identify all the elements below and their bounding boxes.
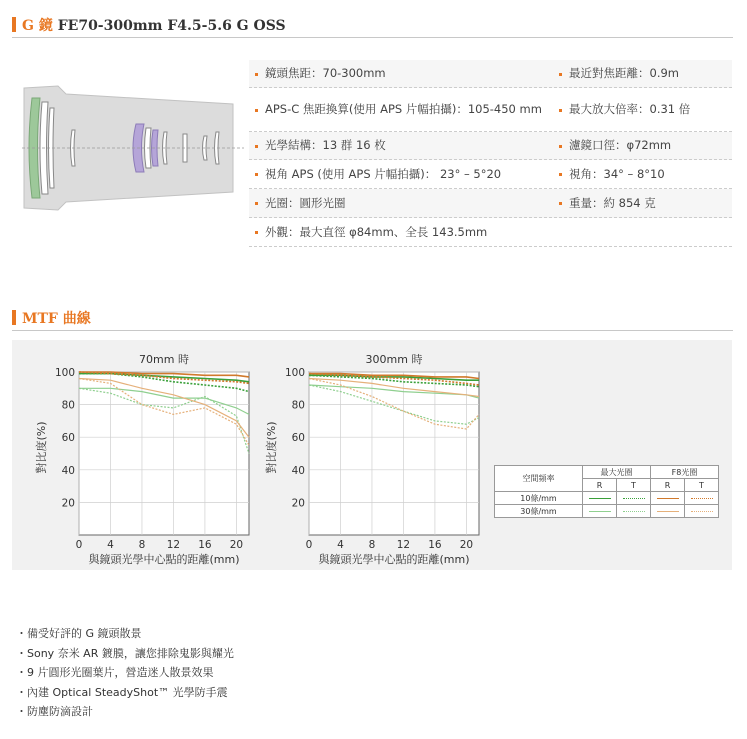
y-tick-label: 20 <box>291 497 305 510</box>
spec-optical-construction: 光學結構：13 群 16 枚 <box>249 132 553 159</box>
x-tick-label: 12 <box>166 539 181 551</box>
legend-swatch <box>651 492 685 505</box>
spec-dimensions: 外觀：最大直徑 φ84mm、全長 143.5mm <box>249 218 553 246</box>
mtf-charts <box>12 340 732 570</box>
legend-r-header: R <box>583 479 617 492</box>
x-tick-label: 20 <box>229 539 244 551</box>
lens-cross-section-image <box>18 78 248 218</box>
x-axis-label: 與鏡頭光學中心點的距離(mm) <box>318 553 470 566</box>
spec-angle-of-view-aps: 視角 APS (使用 APS 片幅拍攝)： 23° – 5°20 <box>249 160 553 188</box>
mtf-chart-70mm <box>34 352 249 566</box>
spec-row <box>249 189 732 218</box>
legend-swatch <box>651 505 685 518</box>
spec-apsc-equivalent: APS-C 焦距換算(使用 APS 片幅拍攝)：105-450 mm <box>249 88 553 131</box>
mtf-section-header <box>12 305 733 331</box>
mtf-panel <box>12 340 732 570</box>
chart-title: 70mm 時 <box>139 353 189 366</box>
mtf-section-title: MTF 曲線 <box>22 310 91 327</box>
spec-max-magnification: 最大放大倍率：0.31 倍 <box>553 88 732 131</box>
spec-row <box>249 132 732 160</box>
legend-swatch <box>583 492 617 505</box>
spec-angle-of-view: 視角：34° – 8°10 <box>553 160 732 188</box>
y-tick-label: 20 <box>61 497 75 510</box>
legend-swatch <box>617 492 651 505</box>
y-tick-label: 40 <box>61 464 75 477</box>
y-axis-label: 對比度(%) <box>265 421 278 474</box>
feature-item: ・ Sony 奈米 AR 鍍膜，讓您排除鬼影與耀光 <box>16 644 234 664</box>
y-tick-label: 80 <box>291 399 305 412</box>
x-tick-label: 0 <box>75 539 83 551</box>
section-marker-bar <box>12 17 16 32</box>
y-axis-label: 對比度(%) <box>35 421 48 474</box>
feature-item: ・ 備受好評的 G 鏡頭散景 <box>16 624 234 644</box>
feature-item: ・ 防塵防滴設計 <box>16 702 234 722</box>
legend-swatch <box>685 492 719 505</box>
y-tick-label: 60 <box>61 432 75 445</box>
spec-aperture: 光圈：圓形光圈 <box>249 189 553 217</box>
feature-item: ・ 內建 Optical SteadyShot™ 光學防手震 <box>16 683 234 703</box>
x-axis-label: 與鏡頭光學中心點的距離(mm) <box>88 553 240 566</box>
x-tick-label: 4 <box>337 539 344 551</box>
legend-swatch <box>583 505 617 518</box>
x-tick-label: 8 <box>368 539 376 551</box>
spec-empty-cell <box>553 218 732 246</box>
x-tick-label: 16 <box>428 539 442 551</box>
x-tick-label: 4 <box>107 539 114 551</box>
spec-row <box>249 60 732 88</box>
y-tick-label: 80 <box>61 399 75 412</box>
spec-weight: 重量：約 854 克 <box>553 189 732 217</box>
x-tick-label: 0 <box>305 539 313 551</box>
specs-section-header <box>12 12 733 38</box>
spec-focal-length: 鏡頭焦距：70-300mm <box>249 60 553 87</box>
legend-t-header: T <box>685 479 719 492</box>
legend-freq-30: 30條/mm <box>495 505 583 518</box>
spec-row <box>249 88 732 132</box>
legend-swatch <box>685 505 719 518</box>
x-tick-label: 20 <box>459 539 474 551</box>
section-marker-bar <box>12 310 16 325</box>
legend-max-aperture-header: 最大光圈 <box>583 466 651 479</box>
feature-list <box>16 624 234 722</box>
y-tick-label: 60 <box>291 432 305 445</box>
mtf-chart-300mm <box>264 352 479 566</box>
y-tick-label: 100 <box>54 367 75 379</box>
spec-min-focus-distance: 最近對焦距離：0.9m <box>553 60 732 87</box>
feature-item: ・ 9 片圓形光圈葉片，營造迷人散景效果 <box>16 663 234 683</box>
y-tick-label: 100 <box>284 367 305 379</box>
legend-t-header: T <box>617 479 651 492</box>
legend-swatch <box>617 505 651 518</box>
specs-section-title <box>22 15 286 35</box>
chart-title: 300mm 時 <box>365 353 423 366</box>
legend-r-header: R <box>651 479 685 492</box>
legend-spatial-frequency-label: 空間頻率 <box>495 466 583 492</box>
mtf-legend-table <box>494 465 719 518</box>
spec-table <box>249 60 732 247</box>
specs-title-model: FE70-300mm F4.5-5.6 G OSS <box>52 17 286 34</box>
specs-title-prefix: G 鏡 <box>22 17 53 34</box>
plot-area <box>309 372 479 535</box>
spec-filter-diameter: 濾鏡口徑：φ72mm <box>553 132 732 159</box>
legend-freq-10: 10條/mm <box>495 492 583 505</box>
spec-row <box>249 218 732 247</box>
x-tick-label: 16 <box>198 539 212 551</box>
x-tick-label: 12 <box>396 539 411 551</box>
legend-f8-aperture-header: F8光圈 <box>651 466 719 479</box>
x-tick-label: 8 <box>138 539 146 551</box>
y-tick-label: 40 <box>291 464 305 477</box>
spec-row <box>249 160 732 189</box>
